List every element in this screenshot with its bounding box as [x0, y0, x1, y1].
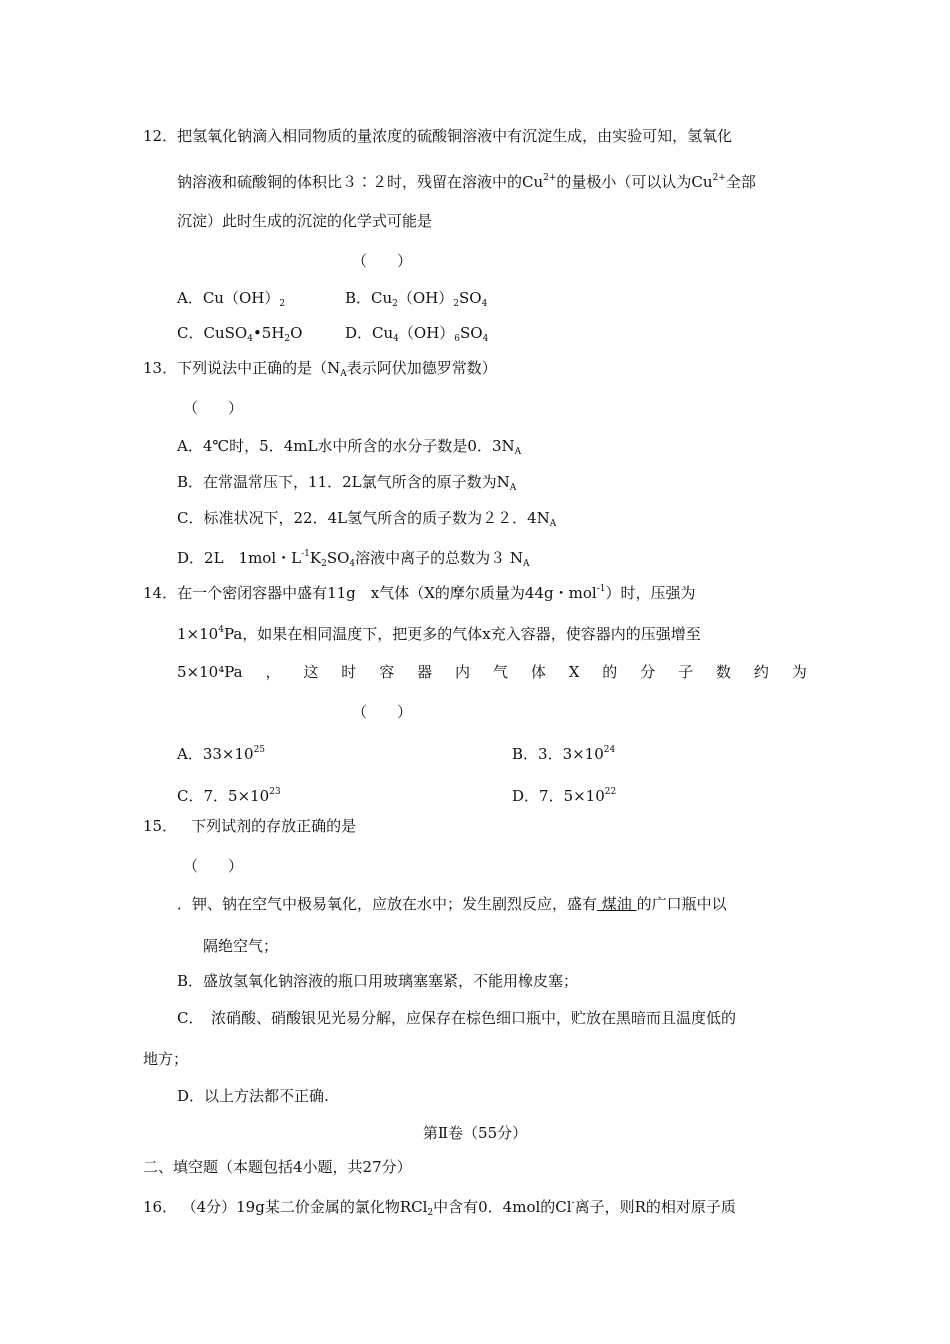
q13-option-a-sub: A	[514, 447, 522, 457]
q14-option-b-sup: 24	[603, 745, 616, 755]
q14-option-d-text: D．7．5×10	[512, 787, 605, 805]
q12-stem-line2b: 的量极小（可以认为Cu	[556, 173, 713, 191]
q13-option-d-sup: -1	[301, 549, 310, 559]
q14-line3-part: 分	[640, 663, 656, 681]
q15-answer-paren: （ ）	[183, 857, 244, 875]
q12-option-d	[345, 322, 488, 350]
q15-option-c: C． 浓硝酸、硝酸银见光易分解，应保存在棕色细口瓶中，贮放在黑暗而且温度低的	[177, 1009, 736, 1027]
q12-option-a-sub: 2	[279, 299, 286, 309]
q14-option-d-sup: 22	[604, 787, 617, 797]
q13-option-c-sub: A	[549, 519, 557, 529]
q13-option-c-text: C．标准状况下，22．4L氢气所含的质子数为２２．4N	[177, 509, 550, 527]
section-heading: 二、填空题（本题包括4小题，共27分）	[143, 1158, 412, 1176]
q14-line3-part: ，	[265, 663, 281, 681]
q13-stem	[143, 357, 497, 385]
q15-option-b: B．盛放氢氧化钠溶液的瓶口用玻璃塞塞紧，不能用橡皮塞；	[177, 972, 579, 990]
q14-line2-b: Pa，如果在相同温度下，把更多的气体x充入容器，使容器内的压强增至	[223, 625, 701, 643]
q12-option-c	[177, 322, 302, 350]
q12-sup2: 2+	[712, 173, 726, 183]
q13-stem-b: 表示阿伏加德罗常数）	[346, 359, 497, 377]
q14-line3-part: 约	[753, 663, 769, 681]
q12-option-c-text1: C．CuSO	[177, 324, 248, 342]
q12-option-b-sub3: 4	[481, 299, 488, 309]
q13-option-d-sub3: A	[523, 559, 530, 569]
q16-sup: -	[571, 1198, 575, 1208]
q14-line1-b: ）时，压强为	[605, 584, 696, 602]
q14-line3-part: 内	[455, 663, 471, 681]
q14-line3-part: 气	[492, 663, 508, 681]
q12-option-a-text: A．Cu（OH）	[177, 289, 280, 307]
q14-line3-part: 器	[417, 663, 433, 681]
q14-line1-a: 在一个密闭容器中盛有11g x气体（X的摩尔质量为44g・mol	[177, 584, 597, 602]
q14-number: 14．	[143, 584, 178, 602]
q13-answer-paren: （ ）	[183, 399, 244, 417]
q12-option-c-sub2: 2	[284, 334, 291, 344]
q14-line3-part: 时	[341, 663, 357, 681]
q12-option-b	[345, 287, 487, 315]
q14-line3-part: 体	[530, 663, 546, 681]
q14-line1	[143, 578, 695, 604]
q12-line3: 沉淀）此时生成的沉淀的化学式可能是	[177, 212, 433, 230]
q12-sup1: 2+	[543, 173, 557, 183]
q13-option-d-text3: SO	[326, 549, 350, 567]
q12-line2	[177, 167, 756, 193]
q15-option-a-text1: ．钾、钠在空气中极易氧化，应放在水中；发生剧烈反应，盛有	[177, 895, 598, 913]
q12-option-d-sub3: 4	[482, 334, 489, 344]
q13-option-d-text1: D．2L 1mol・L	[177, 549, 302, 567]
q14-option-b	[512, 739, 615, 765]
q14-line2	[177, 619, 701, 645]
q15-stem-text: 下列试剂的存放正确的是	[191, 817, 357, 835]
q12-stem-line2c: 全部	[725, 173, 756, 191]
q14-option-a-text: A．33×10	[177, 745, 254, 763]
q14-option-d	[512, 781, 616, 807]
q13-option-d-sub2: 4	[349, 559, 356, 569]
q16-text-a: （4分）19g某二价金属的氯化物RCl	[189, 1198, 428, 1216]
q16-text-b: 中含有0．4mol的Cl	[433, 1198, 572, 1216]
q12-option-d-text1: D．Cu	[345, 324, 394, 342]
q14-line3-part: 的	[602, 663, 618, 681]
q15-stem	[143, 815, 356, 837]
q16-number: 16．	[143, 1198, 178, 1216]
q14-option-c-text: C．7．5×10	[177, 787, 270, 805]
q14-answer-paren: （ ）	[352, 703, 413, 721]
q13-option-c	[177, 507, 556, 535]
q14-option-c	[177, 781, 281, 807]
q15-option-a-underlined: 煤油	[597, 895, 637, 913]
q13-stem-sub: A	[340, 369, 347, 379]
q14-option-a-sup: 25	[253, 745, 266, 755]
q14-line3	[177, 661, 807, 683]
q13-option-b	[177, 471, 516, 499]
q16-line1	[143, 1192, 736, 1224]
q14-line3-part: 这	[303, 663, 319, 681]
q12-stem-line1: 把氢氧化钠滴入相同物质的量浓度的硫酸铜溶液中有沉淀生成，由实验可知，氢氧化	[177, 127, 733, 145]
q14-option-c-sup: 23	[269, 787, 281, 797]
q12-option-a	[177, 287, 285, 315]
q14-line1-sup: -1	[596, 584, 606, 594]
q12-option-c-sub1: 4	[247, 334, 253, 344]
q13-option-a	[177, 435, 521, 463]
q12-option-c-text2: •5H	[252, 324, 285, 342]
q12-option-d-sub2: 6	[454, 334, 461, 344]
section-title: 第Ⅱ卷（55分）	[422, 1124, 528, 1142]
q15-option-c-line2: 地方；	[143, 1050, 189, 1068]
q15-option-a	[177, 893, 727, 915]
q15-option-d: D．以上方法都不正确.	[177, 1087, 329, 1105]
q13-option-b-text: B．在常温常压下，11．2L氯气所含的原子数为N	[177, 473, 510, 491]
q13-number: 13．	[143, 359, 178, 377]
q14-line2-sup: 4	[218, 625, 224, 635]
q14-line3-part: 子	[678, 663, 694, 681]
q12-option-d-text2: （OH）	[398, 324, 455, 342]
q14-line3-part: 容	[379, 663, 395, 681]
q16-text-c: 离子，则R的相对原子质	[574, 1198, 736, 1216]
q12-number: 12．	[143, 127, 178, 145]
q12-line1	[143, 125, 732, 147]
q13-option-d-sub1: 2	[321, 559, 327, 569]
q15-option-a-text2: 的广口瓶中以	[636, 895, 727, 913]
q12-option-b-text2: （OH）	[397, 289, 454, 307]
q14-option-b-text: B．3．3×10	[512, 745, 604, 763]
q13-option-d	[177, 543, 530, 575]
q13-stem-a: 下列说法中正确的是（N	[177, 359, 341, 377]
q13-option-d-text4: 溶液中离子的总数为３ N	[355, 549, 524, 567]
q16-sub: 2	[427, 1208, 434, 1218]
q12-stem-line2a: 钠溶液和硫酸铜的体积比３∶２时，残留在溶液中的Cu	[177, 173, 544, 191]
q14-line2-a: 1×10	[177, 625, 219, 643]
q12-option-b-sub2: 2	[453, 299, 460, 309]
q12-option-b-sub1: 2	[392, 299, 398, 309]
q15-number: 15．	[143, 817, 178, 835]
q12-option-d-sub1: 4	[393, 334, 399, 344]
q12-option-d-text3: SO	[460, 324, 483, 342]
q12-answer-paren: （ ）	[352, 252, 413, 270]
q13-option-b-sub: A	[509, 483, 517, 493]
q12-option-c-text3: O	[290, 324, 303, 342]
q15-option-a-line2: 隔绝空气；	[203, 937, 279, 955]
q13-option-a-text: A．4℃时，5．4mL水中所含的水分子数是0．3N	[177, 437, 515, 455]
q14-line3-part: 数	[716, 663, 732, 681]
q13-option-d-text2: K	[309, 549, 322, 567]
q14-line3-part: 为	[791, 663, 807, 681]
q12-option-b-text3: SO	[459, 289, 482, 307]
q12-option-b-text1: B．Cu	[345, 289, 393, 307]
q14-line3-part: 5×10⁴Pa	[177, 663, 243, 681]
q14-line3-part: X	[568, 663, 580, 681]
q14-option-a	[177, 739, 265, 765]
